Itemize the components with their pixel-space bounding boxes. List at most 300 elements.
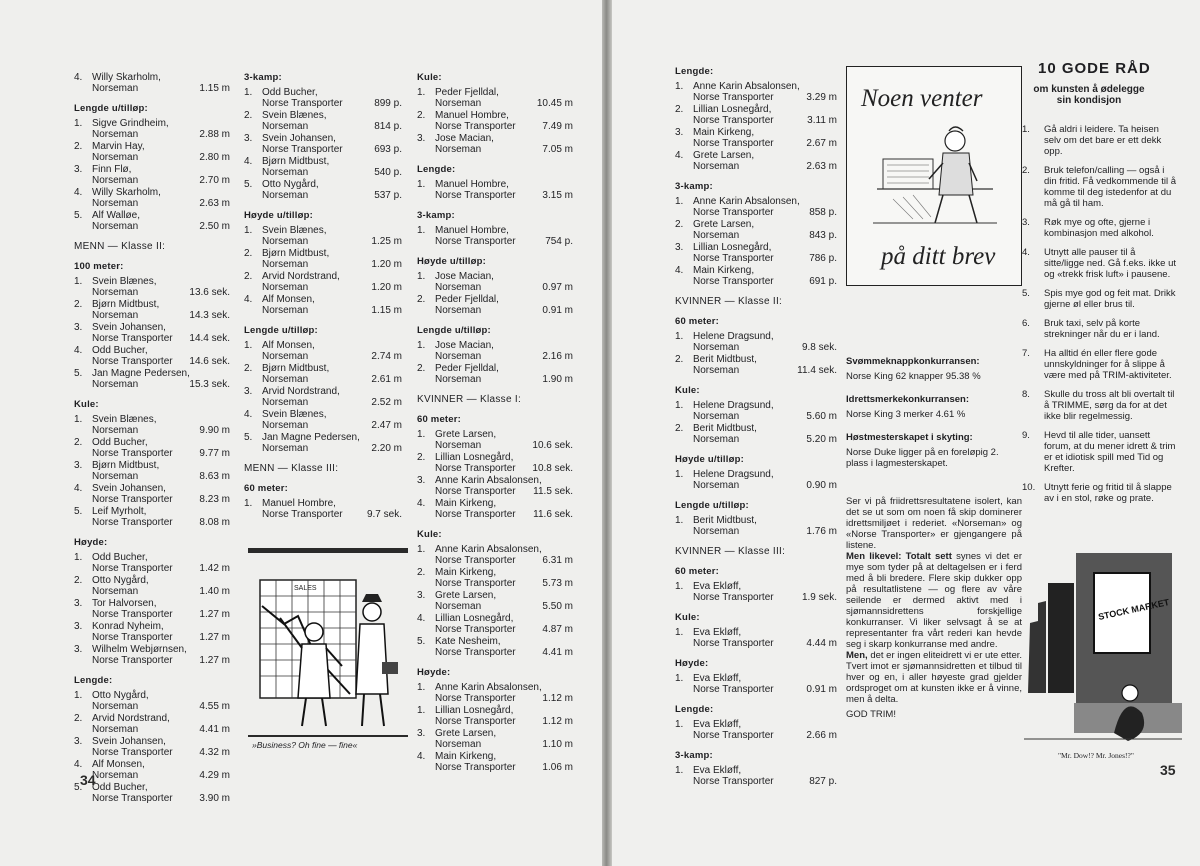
athlete-name: Berit Midtbust, xyxy=(693,423,757,434)
athlete-name: Helene Dragsund, xyxy=(693,331,774,342)
result-section xyxy=(417,414,573,520)
class-heading: KVINNER — Klasse I: xyxy=(417,394,522,405)
ship-name: Norseman xyxy=(92,379,139,390)
result-value: 814 p. xyxy=(374,121,402,132)
cartoon-top-rule xyxy=(248,548,408,553)
business-cartoon xyxy=(250,566,406,736)
event-heading: 60 meter: xyxy=(244,483,289,494)
athlete-name: Odd Bucher, xyxy=(92,782,148,793)
athlete-name: Konrad Nyheim, xyxy=(92,621,164,632)
result-entry xyxy=(244,340,402,362)
ship-name: Norseman xyxy=(693,411,740,422)
result-value: 11.4 sek. xyxy=(797,365,837,376)
result-value: 10.8 sek. xyxy=(532,463,573,474)
place-number: 1. xyxy=(244,87,253,98)
athlete-name: Svein Johansen, xyxy=(262,133,336,144)
athlete-name: Alf Monsen, xyxy=(92,759,145,770)
place-number: 1. xyxy=(74,552,83,563)
result-entry xyxy=(417,705,573,727)
place-number: 1. xyxy=(675,627,684,638)
place-number: 1. xyxy=(675,400,684,411)
athlete-name: Odd Bucher, xyxy=(92,437,148,448)
event-heading: 3-kamp: xyxy=(244,72,282,83)
ship-name: Norse Transporter xyxy=(92,632,173,643)
ship-name: Norseman xyxy=(92,221,139,232)
ship-name: Norseman xyxy=(262,374,309,385)
athlete-name: Alf Monsen, xyxy=(262,294,315,305)
athlete-name: Willy Skarholm, xyxy=(92,72,161,83)
place-number: 3. xyxy=(675,242,684,253)
result-value: 10.45 m xyxy=(536,98,573,109)
result-section xyxy=(74,261,230,390)
place-number: 3. xyxy=(244,133,253,144)
place-number: 2. xyxy=(74,437,83,448)
tip-item xyxy=(1022,124,1178,157)
ship-name: Norse Transporter xyxy=(92,655,173,666)
result-entry xyxy=(74,322,230,344)
result-value: 1.40 m xyxy=(199,586,230,597)
result-entry xyxy=(74,210,230,232)
result-section xyxy=(417,164,573,201)
ship-name: Norseman xyxy=(262,443,309,454)
result-section xyxy=(417,256,573,316)
tip-text: Skulle du tross alt bli overtalt til å TRIMME, sørg da for at det ikke blir regelmessig. xyxy=(1044,389,1175,422)
result-value: 691 p. xyxy=(809,276,837,287)
result-entry xyxy=(675,469,837,491)
place-number: 1. xyxy=(244,340,253,351)
result-value: 5.73 m xyxy=(542,578,573,589)
result-value: 8.23 m xyxy=(199,494,230,505)
athlete-name: Main Kirkeng, xyxy=(435,498,497,509)
result-value: 1.12 m xyxy=(542,716,573,727)
result-value: 0.91 m xyxy=(806,684,837,695)
result-value: 537 p. xyxy=(374,190,402,201)
ship-name: Norse Transporter xyxy=(435,190,516,201)
tip-text: Spis mye god og feit mat. Drikk gjerne øl eller brus til. xyxy=(1044,288,1176,310)
athlete-name: Jan Magne Pedersen, xyxy=(262,432,360,443)
letter-writer-illustration xyxy=(873,119,997,229)
cartoon-bottom-rule xyxy=(248,735,408,737)
ship-name: Norseman xyxy=(435,351,482,362)
place-number: 5. xyxy=(417,636,426,647)
result-section xyxy=(675,181,837,287)
ship-name: Norse Transporter xyxy=(92,448,173,459)
result-entry xyxy=(74,782,230,804)
place-number: 1. xyxy=(417,179,426,190)
result-section xyxy=(675,704,837,741)
ship-name: Norse Transporter xyxy=(435,693,516,704)
result-value: 11.6 sek. xyxy=(533,509,573,520)
tip-text: Hevd til alle tider, uansett forum, at du mener idrett & trim er et idiotisk spill med Tid og Krefter. xyxy=(1044,430,1176,474)
stock-sign-text: STOCK MARKET xyxy=(1097,597,1171,622)
result-value: 13.6 sek. xyxy=(189,287,230,298)
result-value: 0.90 m xyxy=(806,480,837,491)
ship-name: Norseman xyxy=(262,305,309,316)
event-heading: 60 meter: xyxy=(675,316,720,327)
athlete-name: Tor Halvorsen, xyxy=(92,598,157,609)
ship-name: Norseman xyxy=(262,167,309,178)
results-column-right xyxy=(675,66,837,796)
ship-name: Norse Transporter xyxy=(92,356,173,367)
result-value: 4.32 m xyxy=(199,747,230,758)
result-value: 3.29 m xyxy=(806,92,837,103)
event-heading: Høyde u/tilløp: xyxy=(244,210,313,221)
athlete-name: Svein Blænes, xyxy=(262,225,327,236)
result-section xyxy=(244,210,402,316)
ship-name: Norseman xyxy=(92,701,139,712)
athlete-name: Lillian Losnegård, xyxy=(693,242,772,253)
place-number: 2. xyxy=(74,713,83,724)
result-value: 4.29 m xyxy=(199,770,230,781)
ship-name: Norseman xyxy=(435,739,482,750)
ship-name: Norseman xyxy=(262,351,309,362)
result-entry xyxy=(675,219,837,241)
tips-title: 10 GODE RÅD xyxy=(1038,60,1151,77)
result-entry xyxy=(74,759,230,781)
result-value: 8.08 m xyxy=(199,517,230,528)
athlete-name: Otto Nygård, xyxy=(92,690,149,701)
tip-item xyxy=(1022,247,1178,280)
result-entry xyxy=(74,644,230,666)
ship-name: Norse Transporter xyxy=(693,92,774,103)
result-value: 843 p. xyxy=(809,230,837,241)
tip-text: Gå aldri i leidere. Ta heisen selv om det bare er ett dekk opp. xyxy=(1044,124,1162,157)
result-entry xyxy=(417,340,573,362)
place-number: 1. xyxy=(675,331,684,342)
event-heading: Lengde u/tilløp: xyxy=(244,325,318,336)
result-value: 6.31 m xyxy=(542,555,573,566)
result-value: 1.9 sek. xyxy=(801,592,837,603)
ship-name: Norse Transporter xyxy=(92,517,173,528)
result-entry xyxy=(244,409,402,431)
result-entry xyxy=(244,498,402,520)
place-number: 2. xyxy=(417,452,426,463)
result-entry xyxy=(675,354,837,376)
athlete-name: Eva Ekløff, xyxy=(693,627,742,638)
place-number: 1. xyxy=(244,225,253,236)
result-section xyxy=(675,66,837,172)
place-number: 2. xyxy=(675,219,684,230)
ship-name: Norse Transporter xyxy=(693,776,774,787)
ship-name: Norseman xyxy=(693,230,740,241)
place-number: 2. xyxy=(675,354,684,365)
athlete-name: Arvid Nordstrand, xyxy=(262,271,340,282)
place-number: 3. xyxy=(244,386,253,397)
result-value: 4.55 m xyxy=(199,701,230,712)
result-entry xyxy=(74,690,230,712)
article-text xyxy=(846,496,1022,720)
result-entry xyxy=(417,498,573,520)
result-value: 858 p. xyxy=(809,207,837,218)
result-entry xyxy=(675,673,837,695)
event-heading: Kule: xyxy=(74,399,99,410)
class-heading: KVINNER — Klasse II: xyxy=(675,296,783,307)
tips-list xyxy=(1022,124,1178,512)
athlete-name: Anne Karin Absalonsen, xyxy=(435,475,542,486)
tip-item xyxy=(1022,165,1178,209)
tip-item xyxy=(1022,430,1178,474)
place-number: 4. xyxy=(244,409,253,420)
place-number: 1. xyxy=(417,429,426,440)
ship-name: Norseman xyxy=(435,601,482,612)
place-number: 2. xyxy=(417,294,426,305)
athlete-name: Jose Macian, xyxy=(435,271,494,282)
place-number: 1. xyxy=(675,673,684,684)
result-entry xyxy=(74,575,230,597)
result-value: 1.12 m xyxy=(542,693,573,704)
athlete-name: Alf Walløe, xyxy=(92,210,140,221)
result-value: 1.06 m xyxy=(542,762,573,773)
athlete-name: Anne Karin Absalonsen, xyxy=(693,81,800,92)
result-entry xyxy=(675,150,837,172)
event-heading: Kule: xyxy=(675,612,700,623)
event-heading: Lengde: xyxy=(675,704,714,715)
event-heading: 60 meter: xyxy=(675,566,720,577)
result-entry xyxy=(74,345,230,367)
ship-name: Norse Transporter xyxy=(435,716,516,727)
athlete-name: Otto Nygård, xyxy=(262,179,319,190)
result-value: 1.90 m xyxy=(542,374,573,385)
result-value: 2.61 m xyxy=(371,374,402,385)
result-entry xyxy=(244,87,402,109)
result-entry xyxy=(417,179,573,201)
cartoon-sign-text: SALES xyxy=(294,585,317,592)
result-entry xyxy=(675,581,837,603)
ship-name: Norseman xyxy=(435,98,482,109)
result-section xyxy=(74,537,230,666)
ship-name: Norseman xyxy=(92,471,139,482)
ship-name: Norse Transporter xyxy=(92,563,173,574)
athlete-name: Svein Blænes, xyxy=(262,409,327,420)
athlete-name: Finn Flø, xyxy=(92,164,132,175)
place-number: 4. xyxy=(417,613,426,624)
place-number: 5. xyxy=(244,179,253,190)
ship-name: Norseman xyxy=(693,365,740,376)
result-value: 5.60 m xyxy=(806,411,837,422)
place-number: 3. xyxy=(675,127,684,138)
place-number: 5. xyxy=(244,432,253,443)
article-signoff: GOD TRIM! xyxy=(846,709,896,720)
event-heading: Kule: xyxy=(417,529,442,540)
result-value: 14.6 sek. xyxy=(189,356,230,367)
result-entry xyxy=(74,483,230,505)
result-entry xyxy=(74,736,230,758)
result-entry xyxy=(74,299,230,321)
results-column-3 xyxy=(417,72,573,782)
place-number: 1. xyxy=(417,225,426,236)
result-value: 9.90 m xyxy=(199,425,230,436)
place-number: 1. xyxy=(675,765,684,776)
place-number: 1. xyxy=(675,581,684,592)
event-heading: Lengde u/tilløp: xyxy=(74,103,148,114)
result-entry xyxy=(244,248,402,270)
ship-name: Norseman xyxy=(92,310,139,321)
result-value: 2.52 m xyxy=(371,397,402,408)
class-heading: MENN — Klasse II: xyxy=(74,241,166,252)
tip-item xyxy=(1022,217,1178,239)
ship-name: Norseman xyxy=(92,425,139,436)
place-number: 3. xyxy=(74,621,83,632)
result-entry xyxy=(675,719,837,741)
athlete-name: Peder Fjelldal, xyxy=(435,294,499,305)
result-entry xyxy=(417,475,573,497)
place-number: 2. xyxy=(244,110,253,121)
athlete-name: Alf Monsen, xyxy=(262,340,315,351)
result-value: 7.49 m xyxy=(542,121,573,132)
result-value: 1.15 m xyxy=(371,305,402,316)
ship-name: Norse Transporter xyxy=(693,684,774,695)
place-number: 1. xyxy=(417,705,426,716)
result-value: 9.8 sek. xyxy=(801,342,837,353)
athlete-name: Odd Bucher, xyxy=(92,345,148,356)
result-value: 0.91 m xyxy=(542,305,573,316)
result-entry xyxy=(74,713,230,735)
athlete-name: Manuel Hombre, xyxy=(435,225,509,236)
page-number-left: 34 xyxy=(80,772,96,788)
ship-name: Norseman xyxy=(92,724,139,735)
result-entry xyxy=(417,133,573,155)
result-section xyxy=(675,612,837,649)
athlete-name: Anne Karin Absalonsen, xyxy=(435,682,542,693)
place-number: 2. xyxy=(74,299,83,310)
result-value: 899 p. xyxy=(374,98,402,109)
athlete-name: Otto Nygård, xyxy=(92,575,149,586)
athlete-name: Jose Macian, xyxy=(435,340,494,351)
result-value: 11.5 sek. xyxy=(533,486,573,497)
ship-name: Norseman xyxy=(92,770,139,781)
result-section xyxy=(417,210,573,247)
result-section xyxy=(675,454,837,491)
tip-number: 5. xyxy=(1022,288,1030,299)
place-number: 2. xyxy=(417,567,426,578)
result-section xyxy=(74,72,230,94)
tip-number: 4. xyxy=(1022,247,1030,258)
place-number: 2. xyxy=(74,575,83,586)
tip-text: Bruk taxi, selv på korte strekninger når du er i land. xyxy=(1044,318,1160,340)
result-value: 1.20 m xyxy=(371,282,402,293)
ship-name: Norseman xyxy=(693,526,740,537)
place-number: 3. xyxy=(74,598,83,609)
result-value: 2.70 m xyxy=(199,175,230,186)
result-entry xyxy=(417,271,573,293)
result-entry xyxy=(74,276,230,298)
place-number: 3. xyxy=(417,590,426,601)
place-number: 1. xyxy=(675,469,684,480)
athlete-name: Grete Larsen, xyxy=(435,728,497,739)
place-number: 5. xyxy=(74,506,83,517)
result-entry xyxy=(675,265,837,287)
ship-name: Norseman xyxy=(92,198,139,209)
athlete-name: Svein Blænes, xyxy=(92,414,157,425)
athlete-name: Grete Larsen, xyxy=(435,590,497,601)
ship-name: Norse Transporter xyxy=(693,592,774,603)
athlete-name: Grete Larsen, xyxy=(435,429,497,440)
place-number: 3. xyxy=(417,475,426,486)
ship-name: Norse Transporter xyxy=(435,624,516,635)
ship-name: Norseman xyxy=(435,440,482,451)
result-entry xyxy=(244,294,402,316)
result-value: 786 p. xyxy=(809,253,837,264)
article-p3-bold: Men, xyxy=(846,650,868,661)
athlete-name: Anne Karin Absalonsen, xyxy=(693,196,800,207)
athlete-name: Manuel Hombre, xyxy=(262,498,336,509)
result-entry xyxy=(417,636,573,658)
result-section xyxy=(675,546,837,557)
swim-contest-heading: Svømmeknappkonkurransen: xyxy=(846,356,980,367)
result-entry xyxy=(74,164,230,186)
tip-item xyxy=(1022,482,1178,504)
event-heading: Høyde u/tilløp: xyxy=(675,454,744,465)
place-number: 4. xyxy=(244,294,253,305)
place-number: 4. xyxy=(74,187,83,198)
result-entry xyxy=(417,452,573,474)
place-number: 1. xyxy=(417,271,426,282)
ship-name: Norseman xyxy=(262,121,309,132)
ship-name: Norse Transporter xyxy=(693,207,774,218)
ship-name: Norseman xyxy=(92,152,139,163)
place-number: 3. xyxy=(74,322,83,333)
ship-name: Norse Transporter xyxy=(262,98,343,109)
result-section xyxy=(244,463,402,474)
result-entry xyxy=(74,552,230,574)
result-entry xyxy=(74,506,230,528)
result-entry xyxy=(244,110,402,132)
event-heading: Lengde u/tilløp: xyxy=(417,325,491,336)
result-entry xyxy=(244,386,402,408)
result-entry xyxy=(417,429,573,451)
athlete-name: Jan Magne Pedersen, xyxy=(92,368,190,379)
result-entry xyxy=(74,460,230,482)
result-section xyxy=(675,296,837,307)
athlete-name: Bjørn Midtbust, xyxy=(262,248,330,259)
ship-name: Norse Transporter xyxy=(92,609,173,620)
tip-number: 9. xyxy=(1022,430,1030,441)
result-value: 3.11 m xyxy=(807,115,837,126)
article-p3-rest: det er ingen eliteidrett vi er ute etter. Tvert imot er sjømannsidretten et tilbud til hver og en, i aller høyeste grad gjelder ordsproget om at kunsten ikke er å vinne, men å delta. xyxy=(846,650,1023,705)
result-value: 540 p. xyxy=(374,167,402,178)
class-heading: KVINNER — Klasse III: xyxy=(675,546,786,557)
athlete-name: Berit Midtbust, xyxy=(693,354,757,365)
place-number: 2. xyxy=(675,104,684,115)
place-number: 1. xyxy=(417,340,426,351)
result-value: 3.90 m xyxy=(199,793,230,804)
result-section xyxy=(417,394,573,405)
ship-name: Norseman xyxy=(693,480,740,491)
article-p2-bold: Totalt sett xyxy=(905,551,952,562)
ship-name: Norse Transporter xyxy=(262,509,343,520)
result-entry xyxy=(417,567,573,589)
athlete-name: Sigve Grindheim, xyxy=(92,118,169,129)
result-entry xyxy=(74,437,230,459)
result-section xyxy=(244,325,402,454)
place-number: 4. xyxy=(74,345,83,356)
ship-name: Norseman xyxy=(92,129,139,140)
ship-name: Norseman xyxy=(435,144,482,155)
result-entry xyxy=(244,156,402,178)
place-number: 5. xyxy=(74,368,83,379)
place-number: 4. xyxy=(417,498,426,509)
result-value: 7.05 m xyxy=(542,144,573,155)
event-heading: Lengde: xyxy=(74,675,113,686)
result-value: 8.63 m xyxy=(199,471,230,482)
result-section xyxy=(74,399,230,528)
result-value: 2.63 m xyxy=(806,161,837,172)
result-value: 2.20 m xyxy=(371,443,402,454)
result-entry xyxy=(244,179,402,201)
tip-text: Bruk telefon/calling — også i din fritid. Få vedkommende til å komme til deg istedenfor at du må gå til ham. xyxy=(1044,165,1177,209)
cartoon-caption: »Business? Oh fine — fine« xyxy=(252,740,358,750)
event-heading: Høyde: xyxy=(74,537,108,548)
